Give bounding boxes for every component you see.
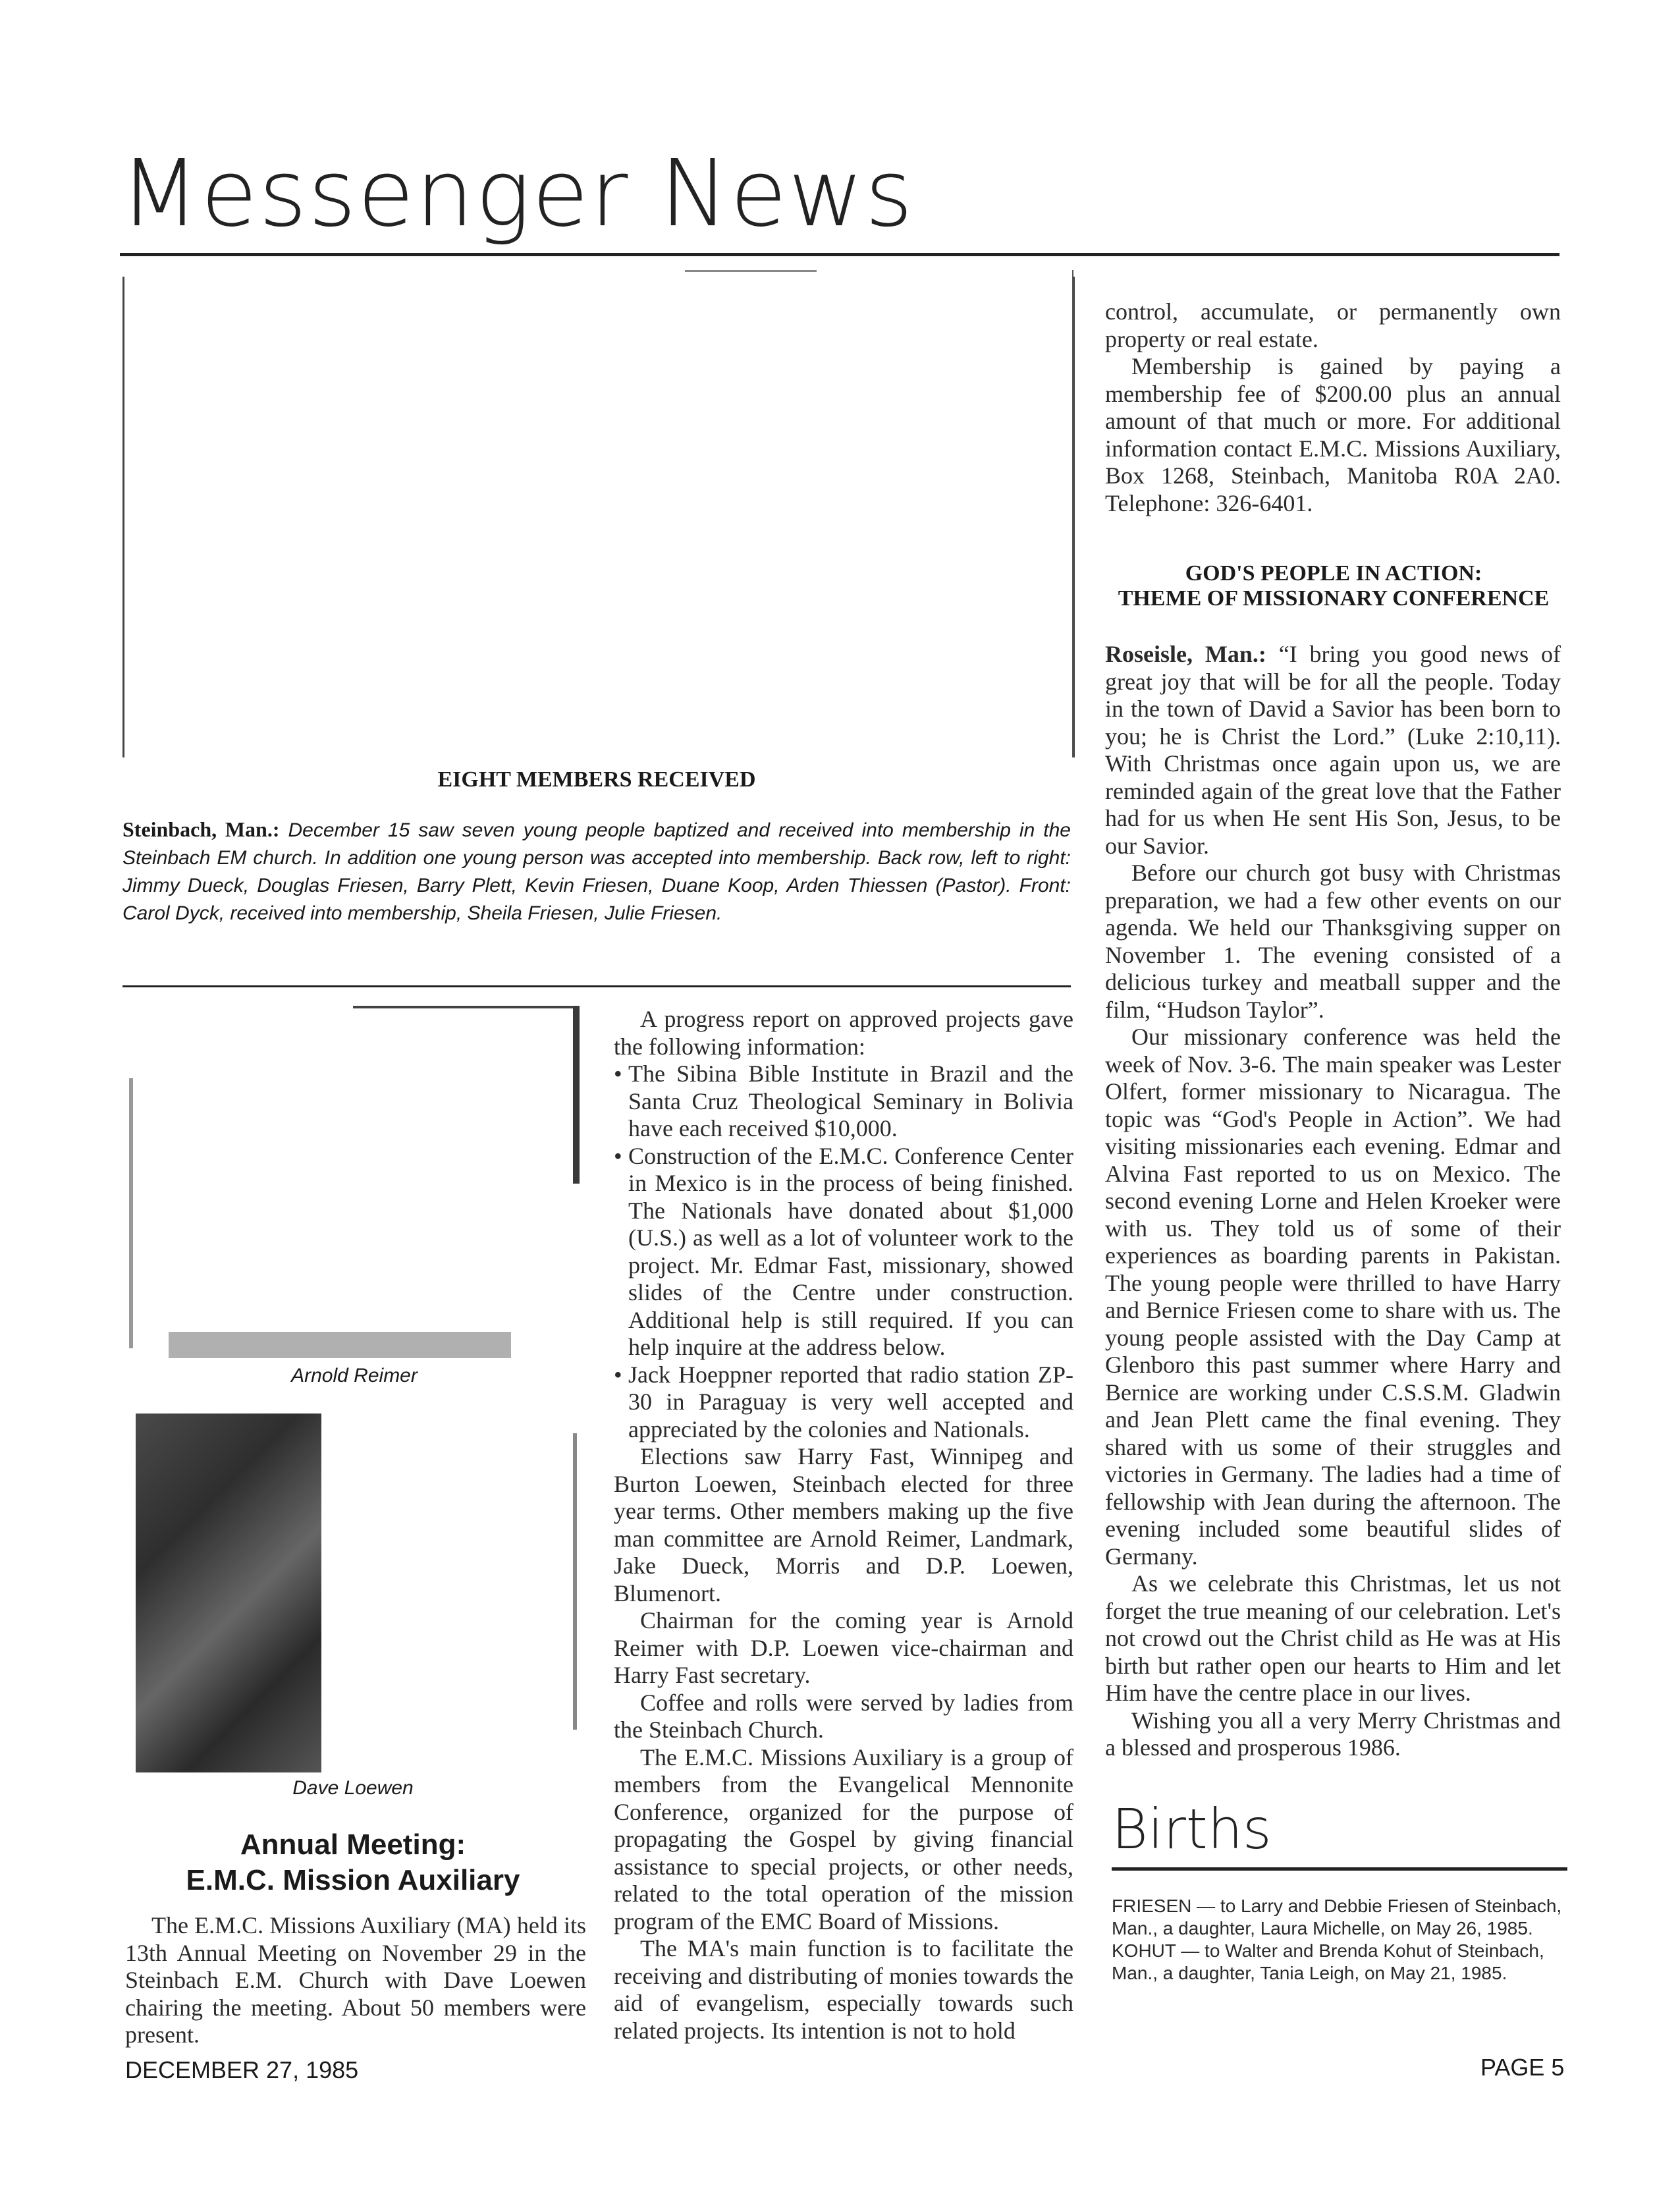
conference-headline-line2: THEME OF MISSIONARY CONFERENCE	[1118, 586, 1550, 611]
bullet-sibina-text: The Sibina Bible Institute in Brazil and the Santa Cruz Theological Seminary in Bolivia have each received $10,000.	[628, 1060, 1073, 1141]
conference-body	[1105, 641, 1561, 1762]
bullet-conference-center-text: Construction of the E.M.C. Conference Center in Mexico is in the process of being finished. The Nationals have donated about $1,000 (U.S.) as well as a lot of volunteer work to the project. Mr. Edmar Fast, missionary, showed slides of the Centre under construction. Additional help is still required. If you can help inquire at the address below.	[628, 1142, 1073, 1360]
eight-members-headline: EIGHT MEMBERS RECEIVED	[437, 767, 756, 792]
bullet-sibina: • The Sibina Bible Institute in Brazil and the Santa Cruz Theological Seminary in Bolivia have each received $10,000.	[614, 1060, 1073, 1141]
birth-entry-friesen: FRIESEN — to Larry and Debbie Friesen of Steinbach, Man., a daughter, Laura Michelle, on May 26, 1985.	[1112, 1896, 1562, 1938]
conference-headline-line1: GOD'S PEOPLE IN ACTION:	[1185, 561, 1482, 586]
top-photo-frame	[122, 277, 1075, 757]
photo-arnold-reimer	[129, 1006, 580, 1358]
caption-dateline: Steinbach, Man.:	[122, 817, 280, 841]
coffee: Coffee and rolls were served by ladies from the Steinbach Church.	[614, 1689, 1073, 1743]
elections: Elections saw Harry Fast, Winnipeg and Burton Loewen, Steinbach elected for three year terms. Other members making up the five man committee are Arnold Reimer, Landmark, Jake Dueck, Morris and D.P. Loewen, Blumenort.	[614, 1443, 1073, 1606]
annual-headline-line1: Annual Meeting:	[240, 1828, 466, 1861]
masthead-rule	[120, 253, 1559, 256]
chairman: Chairman for the coming year is Arnold Reimer with D.P. Loewen vice-chairman and Harry Fast secretary.	[614, 1607, 1073, 1688]
conference-p1	[1105, 641, 1561, 860]
photo-caption-dave-loewen: Dave Loewen	[292, 1777, 414, 1799]
top-photo	[124, 277, 1073, 757]
middle-column	[614, 1006, 1073, 2045]
photo-dave-loewen	[136, 1414, 577, 1772]
birth-entry-kohut: KOHUT — to Walter and Brenda Kohut of Steinbach, Man., a daughter, Tania Leigh, on May 21, 1985.	[1112, 1940, 1544, 1983]
annual-p1: The E.M.C. Missions Auxiliary (MA) held its 13th Annual Meeting on November 29 in the Steinbach E.M. Church with Dave Loewen chairing the meeting. About 50 members were present.	[125, 1912, 586, 2048]
annual-headline-line2: E.M.C. Mission Auxiliary	[186, 1864, 520, 1896]
conference-p1-text: “I bring you good news of great joy that will be for all the people. Today in the town of David a Savior has been born to you; he is Christ the Lord.” (Luke 2:10,11). With Christmas once again upon us, we are reminded again of the great love that the Father had for us when He sent His Son, Jesus, to be our Savior.	[1105, 641, 1561, 859]
bullet-radio-text: Jack Hoeppner reported that radio station ZP-30 in Paraguay is very well accepted and appreciated by the colonies and Nationals.	[628, 1361, 1073, 1442]
ma-group: The E.M.C. Missions Auxiliary is a group of members from the Evangelical Mennonite Conference, organized for the purpose of propagating the Gospel by giving financial assistance to special projects, or other needs, related to the total operation of the mission program of the EMC Board of Missions.	[614, 1743, 1073, 1935]
ma-function: The MA's main function is to facilitate the receiving and distributing of monies towards the aid of evangelism, especially towards such related projects. Its intention is not to hold	[614, 1935, 1073, 2044]
right-column-top	[1105, 298, 1561, 517]
right-lower-divider	[1072, 270, 1073, 757]
footer-page: PAGE 5	[1480, 2054, 1565, 2081]
membership-fee: Membership is gained by paying a membership fee of $200.00 plus an annual amount of that much or more. For additional information contact E.M.C. Missions Auxiliary, Box 1268, Steinbach, Manitoba R0A 2A0. Telephone: 326-6401.	[1105, 353, 1561, 516]
births-rule	[1112, 1867, 1567, 1871]
conference-p3: Our missionary conference was held the week of Nov. 3-6. The main speaker was Lester Olfert, former missionary to Nicaragua. The topic was “God's People in Action”. We had visiting missionaries each evening. Edmar and Alvina Fast reported to us on Mexico. The second evening Lorne and Helen Kroeker were with us. They told us of some of their experiences as boarding parents in Pakistan. The young people were thrilled to have Harry and Bernice Friesen come to share with us. The young people assisted with the Day Camp at Glenboro this past summer where Harry and Bernice are working under C.S.S.M. Gladwin and Jean Plett came the final evening. They shared with us some of their struggles and victories in Germany. The ladies had a time of fellowship with Jean during the afternoon. The evening included some beautiful slides of Germany.	[1105, 1024, 1561, 1570]
annual-body	[125, 1912, 586, 2049]
conference-dateline: Roseisle, Man.:	[1105, 641, 1266, 667]
conference-p2: Before our church got busy with Christmas preparation, we had a few other events on our agenda. We held our Thanksgiving supper on November 1. The evening consisted of a delicious turkey and meatball supper and the film, “Hudson Taylor”.	[1105, 860, 1561, 1023]
annual-meeting-headline	[122, 1827, 583, 1898]
conference-p5: Wishing you all a very Merry Christmas and a blessed and prosperous 1986.	[1105, 1707, 1561, 1761]
top-section-rule	[122, 985, 1071, 987]
conference-headline	[1100, 561, 1567, 611]
membership-cont: control, accumulate, or permanently own property or real estate.	[1105, 298, 1561, 352]
bullet-radio: • Jack Hoeppner reported that radio station ZP-30 in Paraguay is very well accepted and appreciated by the colonies and Nationals.	[614, 1361, 1073, 1442]
caption-text: December 15 saw seven young people baptized and received into membership in the Steinbach EM church. In addition one young person was accepted into membership. Back row, left to right: Jimmy Dueck, Douglas Friesen, Barry Plett, Kevin Friesen, Duane Koop, Arden Thiessen (Pastor). Front: Carol Dyck, received into membership, Sheila Friesen, Julie Friesen.	[122, 819, 1071, 924]
top-photo-top-edge	[685, 270, 817, 272]
photo-caption-arnold-reimer: Arnold Reimer	[291, 1365, 418, 1386]
footer-date: DECEMBER 27, 1985	[125, 2056, 359, 2083]
births-list	[1112, 1895, 1567, 1985]
births-heading: Births	[1112, 1797, 1272, 1861]
bullet-conference-center: • Construction of the E.M.C. Conference Center in Mexico is in the process of being finished. The Nationals have donated about $1,000 (U.S.) as well as a lot of volunteer work to the project. Mr. Edmar Fast, missionary, showed slides of the Centre under construction. Additional help is still required. If you can help inquire at the address below.	[614, 1142, 1073, 1360]
progress-intro: A progress report on approved projects gave the following information:	[614, 1006, 1073, 1060]
conference-p4: As we celebrate this Christmas, let us not forget the true meaning of our celebration. Let's not crowd out the Christ child as He was at His birth but rather open our hearts to Him and let Him have the centre place in our lives.	[1105, 1570, 1561, 1706]
masthead-title: Messenger News	[120, 140, 915, 248]
top-photo-caption	[122, 815, 1071, 927]
